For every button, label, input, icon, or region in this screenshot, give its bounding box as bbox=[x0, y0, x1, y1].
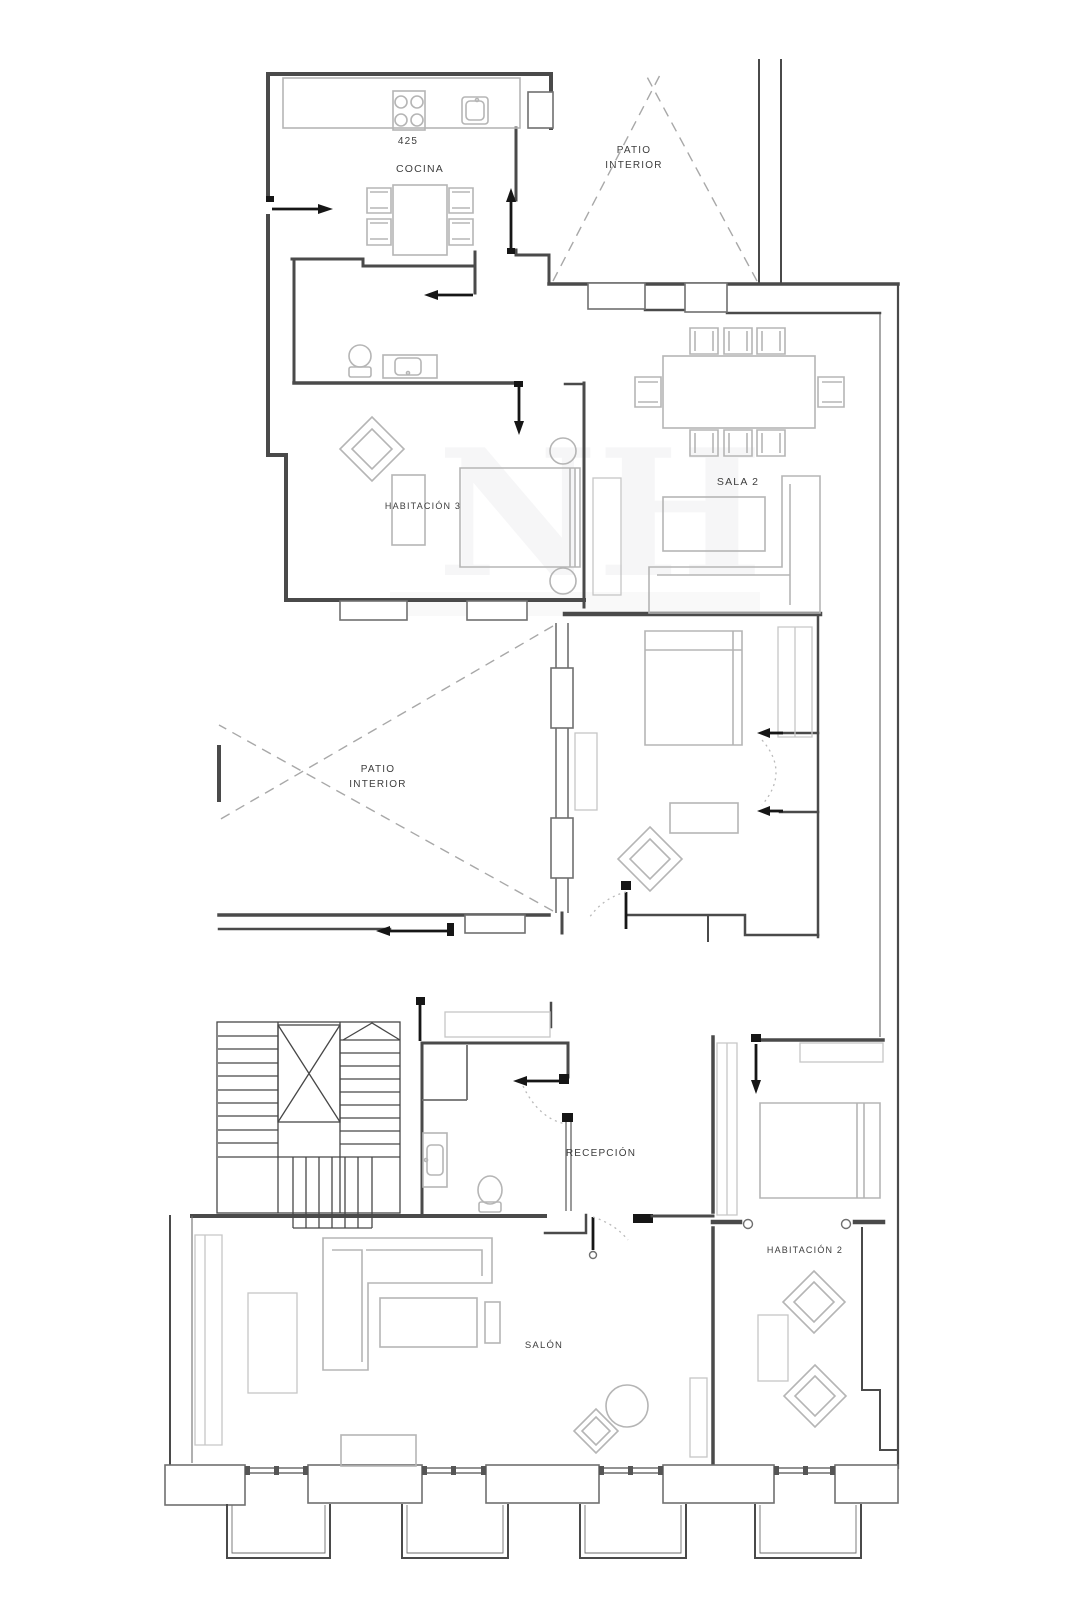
balconies-inner bbox=[232, 1505, 856, 1553]
door-bedroom-closet-south bbox=[757, 740, 783, 816]
vestibule-cabinet bbox=[445, 1012, 550, 1037]
door-swing-arc bbox=[762, 740, 776, 805]
stair-core bbox=[217, 1022, 400, 1228]
door-hallway bbox=[376, 923, 454, 936]
facade-corner-block-right bbox=[835, 1465, 898, 1503]
bedroom-shelf bbox=[575, 733, 597, 810]
door-salon-entry bbox=[590, 1217, 629, 1259]
burner-icon bbox=[395, 114, 407, 126]
door-vestibule-north bbox=[416, 997, 425, 1041]
door-pivot bbox=[559, 1074, 569, 1084]
sala2-label: SALA 2 bbox=[716, 476, 760, 488]
habitacion2-armchair-2 bbox=[784, 1365, 846, 1427]
recepcion-label: RECEPCIÓN bbox=[565, 1148, 637, 1159]
stair-landing-diagonal bbox=[343, 1023, 400, 1040]
door-arrow-icon bbox=[757, 728, 770, 738]
patio-top-label-1: PATIO bbox=[616, 145, 652, 156]
door-kitchen-corridor bbox=[424, 290, 473, 300]
door-arrow-icon bbox=[757, 806, 770, 816]
habitacion3-label: HABITACIÓN 3 bbox=[384, 501, 462, 511]
vestibule-top-wall bbox=[422, 1043, 568, 1077]
left-outer-wall bbox=[268, 74, 286, 600]
bathroom-upper bbox=[349, 345, 437, 378]
bedroom-closet-stubs bbox=[780, 733, 818, 812]
door-pivot bbox=[507, 248, 515, 254]
door-pivot bbox=[266, 196, 274, 202]
faucet-icon bbox=[425, 1159, 428, 1162]
patio-wall-window-1 bbox=[551, 668, 573, 728]
hallway-window bbox=[465, 915, 525, 933]
kitchen-window bbox=[528, 92, 553, 128]
burner-icon bbox=[395, 96, 407, 108]
bathroom-lower bbox=[423, 1133, 502, 1212]
toilet-tank bbox=[349, 367, 371, 377]
stove-burners bbox=[395, 96, 423, 126]
door-arrow-icon bbox=[513, 1076, 527, 1086]
stair-treads-right bbox=[340, 1040, 400, 1144]
balconies-outer bbox=[227, 1505, 861, 1558]
bedroom-closet bbox=[778, 627, 812, 737]
door-reception-sliding bbox=[562, 1113, 573, 1211]
door-pivot bbox=[416, 997, 425, 1005]
kitchen-table bbox=[393, 185, 447, 255]
habitacion2-opening-pivots bbox=[744, 1220, 851, 1229]
toilet-icon bbox=[478, 1176, 502, 1204]
sala2-window-2 bbox=[685, 283, 727, 312]
salon-bookshelf bbox=[195, 1235, 222, 1445]
habitacion3-armchair bbox=[340, 417, 404, 481]
kitchen-label: COCINA bbox=[395, 163, 445, 175]
habitacion2-bed bbox=[760, 1103, 880, 1198]
faucet-icon bbox=[407, 372, 410, 375]
vestibule-closet-wall bbox=[422, 1045, 467, 1100]
patio-mid-label-1: PATIO bbox=[360, 764, 396, 775]
salon-sideboard bbox=[341, 1435, 416, 1466]
faucet-icon bbox=[476, 99, 479, 102]
door-pivot bbox=[562, 1113, 573, 1122]
watermark bbox=[390, 412, 763, 617]
door-pivot bbox=[590, 1252, 597, 1259]
salon-label: SALÓN bbox=[524, 1340, 564, 1351]
salon-coffee-table bbox=[380, 1298, 477, 1347]
door-arrow-icon bbox=[751, 1080, 761, 1094]
door-swing-arc bbox=[523, 1086, 566, 1124]
watermark-text bbox=[437, 412, 762, 617]
bedroom-bed bbox=[645, 631, 742, 745]
salon-armchair bbox=[574, 1409, 618, 1453]
kitchen-dimension-label: 425 bbox=[397, 136, 419, 147]
patio-top-left-wall bbox=[516, 128, 549, 283]
salon-round-table bbox=[606, 1385, 648, 1427]
kitchen-sink bbox=[462, 97, 488, 124]
corridor-pier bbox=[633, 1214, 653, 1223]
salon-cabinet bbox=[248, 1293, 297, 1393]
salon-side-cabinet bbox=[690, 1378, 707, 1457]
salon-door-recess bbox=[545, 1215, 586, 1233]
facade-corner-block-left bbox=[165, 1465, 245, 1505]
door-arrow-icon bbox=[318, 204, 333, 214]
salon-sofa bbox=[323, 1238, 492, 1370]
patio-top-label-2: INTERIOR bbox=[605, 160, 663, 171]
door-apartment-entry bbox=[513, 1074, 569, 1124]
door-pivot bbox=[447, 923, 454, 936]
patio-wall-window-2 bbox=[551, 818, 573, 878]
door-pivot bbox=[621, 881, 631, 890]
burner-icon bbox=[411, 114, 423, 126]
door-arrow-icon bbox=[424, 290, 438, 300]
kitchen-lower-wall bbox=[292, 259, 473, 266]
door-panel bbox=[566, 1122, 571, 1211]
door-pivot-circle bbox=[842, 1220, 851, 1229]
stair-treads-left bbox=[218, 1036, 278, 1143]
patio-top-dashed-cross bbox=[553, 75, 757, 281]
kitchen-chairs bbox=[367, 188, 473, 245]
habitacion2-right-wall-steps bbox=[862, 1228, 898, 1450]
facade-bay-3 bbox=[663, 1465, 774, 1503]
habitacion3-window-2 bbox=[467, 601, 527, 620]
bath2-sink-basin bbox=[427, 1145, 443, 1175]
door-arrow-icon bbox=[376, 926, 390, 936]
habitacion2-closet-top bbox=[800, 1043, 883, 1062]
burner-icon bbox=[411, 96, 423, 108]
habitacion3-window-1 bbox=[340, 601, 407, 620]
walls bbox=[170, 60, 898, 1468]
habitacion2-armchair-1 bbox=[783, 1271, 845, 1333]
habitacion2-label: HABITACIÓN 2 bbox=[766, 1245, 844, 1255]
kitchen-counter bbox=[283, 78, 520, 128]
bedroom-bottom-wall bbox=[627, 915, 818, 935]
door-pivot bbox=[514, 381, 523, 387]
toilet-icon bbox=[349, 345, 371, 367]
door-patio-top bbox=[506, 188, 516, 254]
sink-basin bbox=[466, 101, 484, 120]
door-kitchen-entry bbox=[266, 196, 333, 214]
door-swing-arc bbox=[589, 892, 626, 918]
door-habitacion2-entry bbox=[751, 1034, 761, 1094]
facade-bay-2 bbox=[486, 1465, 599, 1503]
bedroom-bench bbox=[670, 803, 738, 833]
elevator-x bbox=[278, 1025, 340, 1122]
facade-bay-1 bbox=[308, 1465, 422, 1503]
habitacion2-rug bbox=[758, 1315, 788, 1381]
door-pivot-circle bbox=[744, 1220, 753, 1229]
salon-side-table bbox=[485, 1302, 500, 1343]
door-swing-arc bbox=[593, 1217, 628, 1240]
door-bedroom-south bbox=[589, 881, 631, 929]
sala2-window-1 bbox=[588, 283, 645, 309]
patio-mid-label-2: INTERIOR bbox=[349, 779, 407, 790]
furniture bbox=[195, 78, 883, 1466]
habitacion2-closet-left bbox=[717, 1043, 737, 1215]
door-pivot bbox=[751, 1034, 761, 1042]
bath-sink-basin bbox=[395, 358, 421, 375]
